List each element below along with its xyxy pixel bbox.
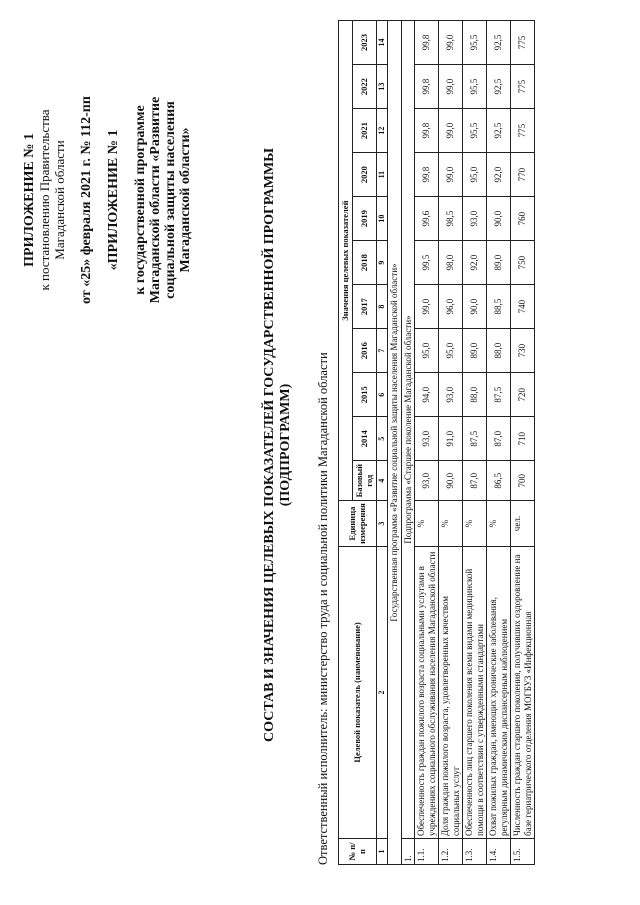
index-cell: 7	[376, 329, 388, 373]
row-value: 89,0	[487, 241, 511, 285]
header-year: 2016	[352, 329, 376, 373]
row-value: 99,8	[415, 65, 439, 109]
appendix-line: к постановлению Правительства	[37, 109, 52, 291]
index-cell: 13	[376, 65, 388, 109]
row-value: 95,0	[463, 153, 487, 197]
row-value: 88,0	[463, 373, 487, 417]
header-num: № п/п	[339, 839, 377, 865]
row-unit: %	[415, 501, 439, 547]
header-year: 2018	[352, 241, 376, 285]
appendix-header	[22, 50, 193, 350]
row-value: 90,0	[439, 461, 463, 501]
header-year: 2023	[352, 21, 376, 65]
row-value: 93,0	[463, 197, 487, 241]
program-title: Государственная программа «Развитие социальной защиты населения Магаданской области»	[388, 21, 402, 865]
row-value: 86,5	[487, 461, 511, 501]
row-value: 90,0	[487, 197, 511, 241]
row-value: 99,8	[415, 109, 439, 153]
appendix-line: Магаданской области «Развитие	[148, 96, 163, 304]
header-year: 2015	[352, 373, 376, 417]
header-year: 2021	[352, 109, 376, 153]
row-value: 87,5	[487, 373, 511, 417]
row-value: 94,0	[415, 373, 439, 417]
row-value: 91,0	[439, 417, 463, 461]
index-cell: 2	[376, 546, 388, 838]
header-year: 2020	[352, 153, 376, 197]
index-cell: 6	[376, 373, 388, 417]
header-year: 2014	[352, 417, 376, 461]
row-value: 99,0	[439, 109, 463, 153]
row-indicator-name: Обеспеченность граждан пожилого возраста социальными услугами в учреждениях социального обслуживания населения Магаданской области	[415, 546, 439, 838]
row-value: 99,0	[415, 285, 439, 329]
row-value: 760	[511, 197, 535, 241]
row-number: 1.3.	[463, 839, 487, 865]
index-cell: 5	[376, 417, 388, 461]
index-cell: 1	[376, 839, 388, 865]
row-number: 1.2.	[439, 839, 463, 865]
row-value: 92,0	[463, 241, 487, 285]
index-cell: 8	[376, 285, 388, 329]
row-number: 1.1.	[415, 839, 439, 865]
title-line: СОСТАВ И ЗНАЧЕНИЯ ЦЕЛЕВЫХ ПОКАЗАТЕЛЕЙ ГОСУДАРСТВЕННОЙ ПРОГРАММЫ	[262, 148, 277, 742]
row-value: 750	[511, 241, 535, 285]
row-number: 1.5.	[511, 839, 535, 865]
row-value: 92,5	[487, 65, 511, 109]
row-value: 730	[511, 329, 535, 373]
row-value: 96,0	[439, 285, 463, 329]
row-value: 740	[511, 285, 535, 329]
appendix-line: Магаданской области»	[178, 127, 193, 273]
row-value: 99,6	[415, 197, 439, 241]
row-value: 95,5	[463, 65, 487, 109]
row-indicator-name: Доля граждан пожилого возраста, удовлетворенных качеством социальных услуг	[439, 546, 463, 838]
row-value: 98,0	[439, 241, 463, 285]
table-row	[439, 21, 463, 865]
index-cell: 11	[376, 153, 388, 197]
table-row	[415, 21, 439, 865]
appendix-subtitle: «ПРИЛОЖЕНИЕ № 1	[106, 129, 121, 271]
header-values-group: Значения целевых показателей	[339, 21, 353, 501]
index-cell: 12	[376, 109, 388, 153]
column-index-row	[376, 21, 388, 865]
row-value: 700	[511, 461, 535, 501]
row-indicator-name: Численность граждан старшего поколения, получивших оздоровление на базе гериатрического отделения МОГБУЗ «Инфекционная	[511, 546, 535, 838]
appendix-line: социальной защиты населения	[163, 101, 178, 299]
header-base-year: Базовый год	[352, 461, 376, 501]
index-cell: 10	[376, 197, 388, 241]
appendix-line: к государственной программе	[133, 105, 148, 295]
header-row	[339, 21, 353, 865]
row-value: 99,0	[439, 65, 463, 109]
row-value: 98,5	[439, 197, 463, 241]
row-value: 95,5	[463, 21, 487, 65]
row-value: 89,0	[463, 329, 487, 373]
row-number: 1.4.	[487, 839, 511, 865]
subprogram-title: Подпрограмма «Старшее поколение Магаданской области»	[401, 21, 415, 839]
row-value: 93,0	[415, 461, 439, 501]
document-title	[262, 25, 294, 865]
row-value: 92,5	[487, 21, 511, 65]
header-year: 2017	[352, 285, 376, 329]
row-value: 775	[511, 65, 535, 109]
row-value: 87,0	[463, 461, 487, 501]
header-year: 2019	[352, 197, 376, 241]
table-row	[487, 21, 511, 865]
header-indicator: Целевой показатель (наименование)	[339, 546, 377, 838]
table-row	[511, 21, 535, 865]
subprogram-num: 1.	[401, 839, 415, 865]
appendix-date: от «25» февраля 2021 г. № 112-пп	[79, 96, 94, 304]
index-cell: 3	[376, 501, 388, 547]
indicator-rows	[415, 21, 535, 865]
row-value: 93,0	[415, 417, 439, 461]
title-line: (ПОДПРОГРАММ)	[278, 383, 293, 507]
index-cell: 4	[376, 461, 388, 501]
row-value: 99,0	[439, 21, 463, 65]
appendix-title: ПРИЛОЖЕНИЕ № 1	[22, 133, 37, 267]
row-value: 99,8	[415, 21, 439, 65]
row-unit: %	[439, 501, 463, 547]
row-value: 99,0	[439, 153, 463, 197]
header-unit: Единица измерения	[339, 501, 377, 547]
row-value: 720	[511, 373, 535, 417]
appendix-line: Магаданской области	[52, 140, 67, 260]
row-value: 87,5	[463, 417, 487, 461]
index-cell: 9	[376, 241, 388, 285]
row-value: 92,5	[487, 109, 511, 153]
row-unit: %	[487, 501, 511, 547]
table-row	[463, 21, 487, 865]
row-value: 95,0	[439, 329, 463, 373]
row-value: 770	[511, 153, 535, 197]
row-indicator-name: Обеспеченность лиц старшего поколения всеми видами медицинской помощи в соответствии с утвержденными стандартами	[463, 546, 487, 838]
responsible-executor: Ответственный исполнитель: министерство труда и социальной политики Магаданской области	[316, 352, 330, 865]
row-value: 87,0	[487, 417, 511, 461]
row-value: 95,0	[415, 329, 439, 373]
row-value: 99,5	[415, 241, 439, 285]
row-value: 90,0	[463, 285, 487, 329]
row-value: 95,5	[463, 109, 487, 153]
program-row	[388, 21, 402, 865]
indicators-table	[338, 20, 535, 865]
row-value: 775	[511, 109, 535, 153]
row-value: 88,0	[487, 329, 511, 373]
row-unit: чел.	[511, 501, 535, 547]
row-value: 710	[511, 417, 535, 461]
row-unit: %	[463, 501, 487, 547]
index-cell: 14	[376, 21, 388, 65]
row-value: 99,8	[415, 153, 439, 197]
row-value: 92,0	[487, 153, 511, 197]
subprogram-row	[401, 21, 415, 865]
row-value: 88,5	[487, 285, 511, 329]
row-value: 93,0	[439, 373, 463, 417]
header-year: 2022	[352, 65, 376, 109]
row-value: 775	[511, 21, 535, 65]
row-indicator-name: Охват пожилых граждан, имеющих хронические заболевания, регулярным динамическим диспансерным наблюдением	[487, 546, 511, 838]
